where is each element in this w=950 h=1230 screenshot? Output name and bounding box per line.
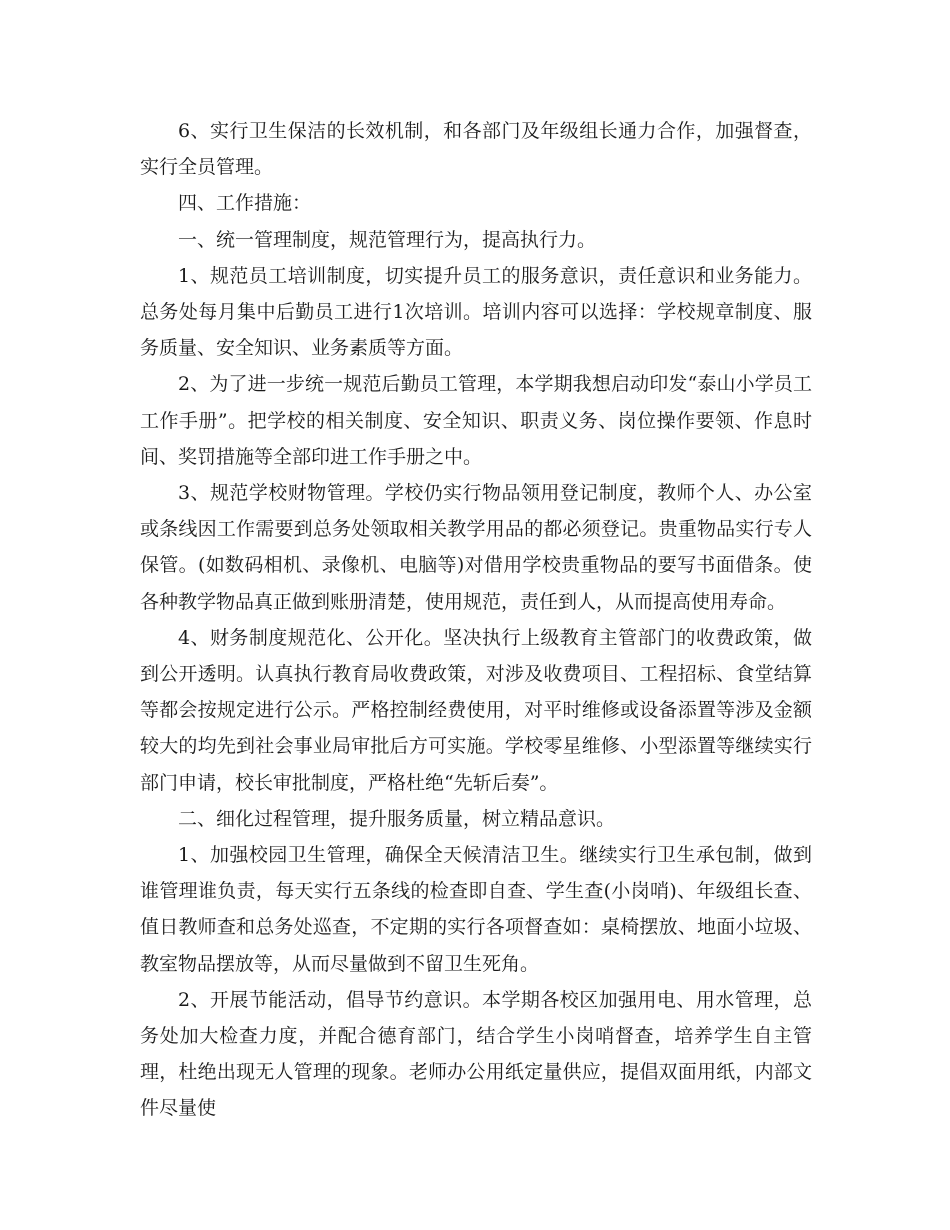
paragraph-staff-training: 1、规范员工培训制度，切实提升员工的服务意识，责任意识和业务能力。总务处每月集中后勤员工进行1次培训。培训内容可以选择：学校规章制度、服务质量、安全知识、业务素质等方面。 <box>140 264 812 360</box>
paragraph-heading-unify-management: 一、统一管理制度，规范管理行为，提高执行力。 <box>178 228 597 251</box>
paragraph-heading-work-measures: 四、工作措施： <box>178 192 312 215</box>
paragraph-campus-hygiene: 1、加强校园卫生管理，确保全天候清洁卫生。继续实行卫生承包制，做到谁管理谁负责，每天实行五条线的检查即自查、学生查(小岗哨)、年级组长查、值日教师查和总务处巡查，不定期的实行各项督查如：桌椅摆放、地面小垃圾、教室物品摆放等，从而尽量做到不留卫生死角。 <box>140 844 812 975</box>
paragraph-heading-process-management: 二、细化过程管理，提升服务质量，树立精品意识。 <box>178 807 616 830</box>
paragraph-staff-handbook: 2、为了进一步统一规范后勤员工管理，本学期我想启动印发“泰山小学员工工作手册”。把学校的相关制度、安全知识、职责义务、岗位操作要领、作息时间、奖罚措施等全部印进工作手册之中。 <box>140 373 812 468</box>
paragraph-energy-saving: 2、开展节能活动，倡导节约意识。本学期各校区加强用电、用水管理，总务处加大检查力度，并配合德育部门，结合学生小岗哨督查，培养学生自主管理，杜绝出现无人管理的现象。老师办公用纸定量供应，提倡双面用纸，内部文件尽量使 <box>140 988 812 1120</box>
paragraph-finance-transparency: 4、财务制度规范化、公开化。坚决执行上级教育主管部门的收费政策，做到公开透明。认真执行教育局收费政策，对涉及收费项目、工程招标、食堂结算等都会按规定进行公示。严格控制经费使用，对平时维修或设备添置等涉及金额较大的均先到社会事业局审批后方可实施。学校零星维修、小型添置等继续实行部门申请，校长审批制度，严格杜绝“先斩后奏”。 <box>140 626 812 794</box>
paragraph-property-management: 3、规范学校财物管理。学校仍实行物品领用登记制度，教师个人、办公室或条线因工作需要到总务处领取相关教学用品的都必须登记。贵重物品实行专人保管。(如数码相机、录像机、电脑等)对借用学校贵重物品的要写书面借条。使各种教学物品真正做到账册清楚，使用规范，责任到人，从而提高使用寿命。 <box>140 482 812 613</box>
paragraph-item-6-clause: 6、实行卫生保洁的长效机制，和各部门及年级组长通力合作，加强督查，实行全员管理。 <box>140 120 812 179</box>
document-body <box>140 113 812 1127</box>
